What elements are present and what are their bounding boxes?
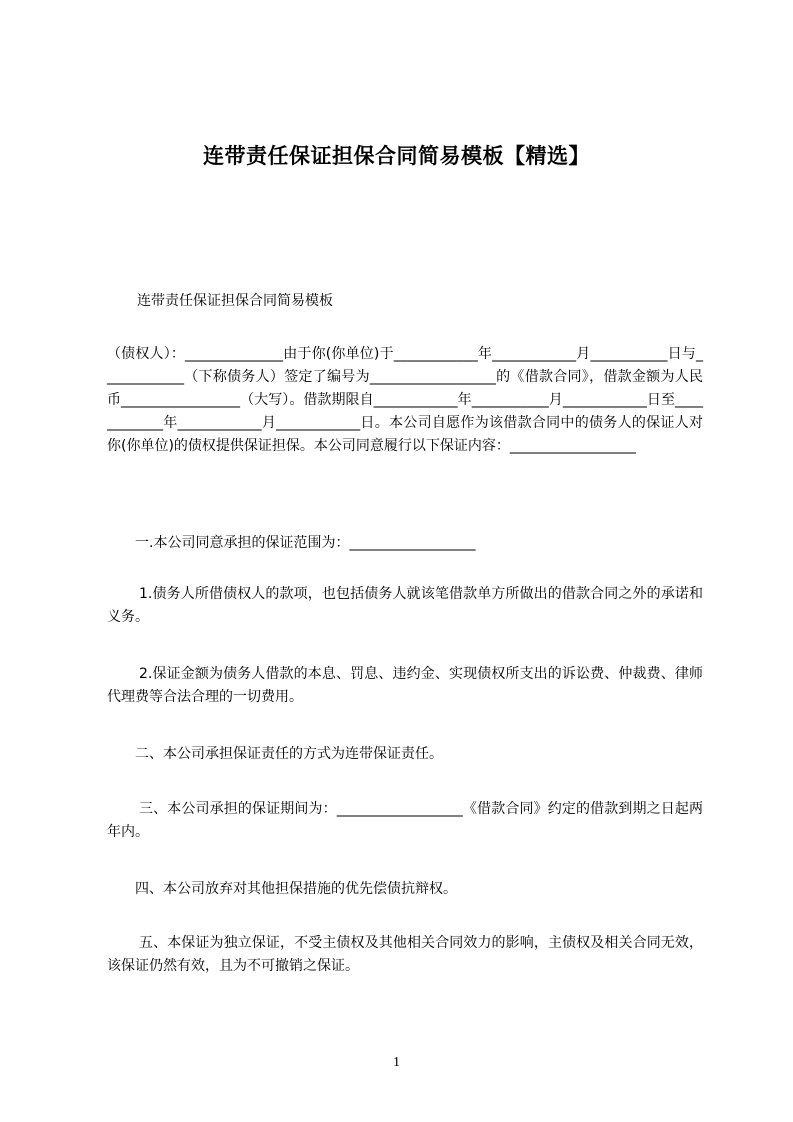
paragraph-section-3: 三、本公司承担的保证期间为：__________________《借款合同》约定的借款到期之日起两年内。 (107, 801, 703, 840)
page-number: 1 (393, 1055, 400, 1070)
paragraph-guarantee-scope: 一.本公司同意承担的保证范围为：__________________ (135, 535, 476, 551)
document-title: 连带责任保证担保合同简易模板【精选】 (203, 144, 590, 168)
paragraph-section-2: 二、本公司承担保证责任的方式为连带保证责任。 (135, 746, 443, 762)
document-subtitle: 连带责任保证担保合同简易模板 (137, 293, 333, 309)
paragraph-section-4: 四、本公司放弃对其他担保措施的优先偿债抗辩权。 (135, 881, 457, 897)
paragraph-intro: （债权人）：______________由于你(你单位)于____________年____________月___________日与____________（下称债务人）签定了编号为__________________的《借款合同》，借款金额为人民币_________________（大写）。借款期限自____________年___________月____________日至____________年____________月____________日。本公司自愿作为该借款合同中的债务人的保证人对你(你单位)的债权提供保证担保。本公司同意履行以下保证内容：__________________ (107, 346, 703, 454)
paragraph-item-1: 1.债务人所借债权人的款项，也包括债务人就该笔借款单方所做出的借款合同之外的承诺和义务。 (107, 586, 703, 625)
paragraph-section-5: 五、本保证为独立保证，不受主债权及其他相关合同效力的影响，主债权及相关合同无效，该保证仍然有效，且为不可撤销之保证。 (107, 935, 703, 974)
paragraph-item-2: 2.保证金额为债务人借款的本息、罚息、违约金、实现债权所支出的诉讼费、仲裁费、律师代理费等合法合理的一切费用。 (107, 666, 703, 705)
